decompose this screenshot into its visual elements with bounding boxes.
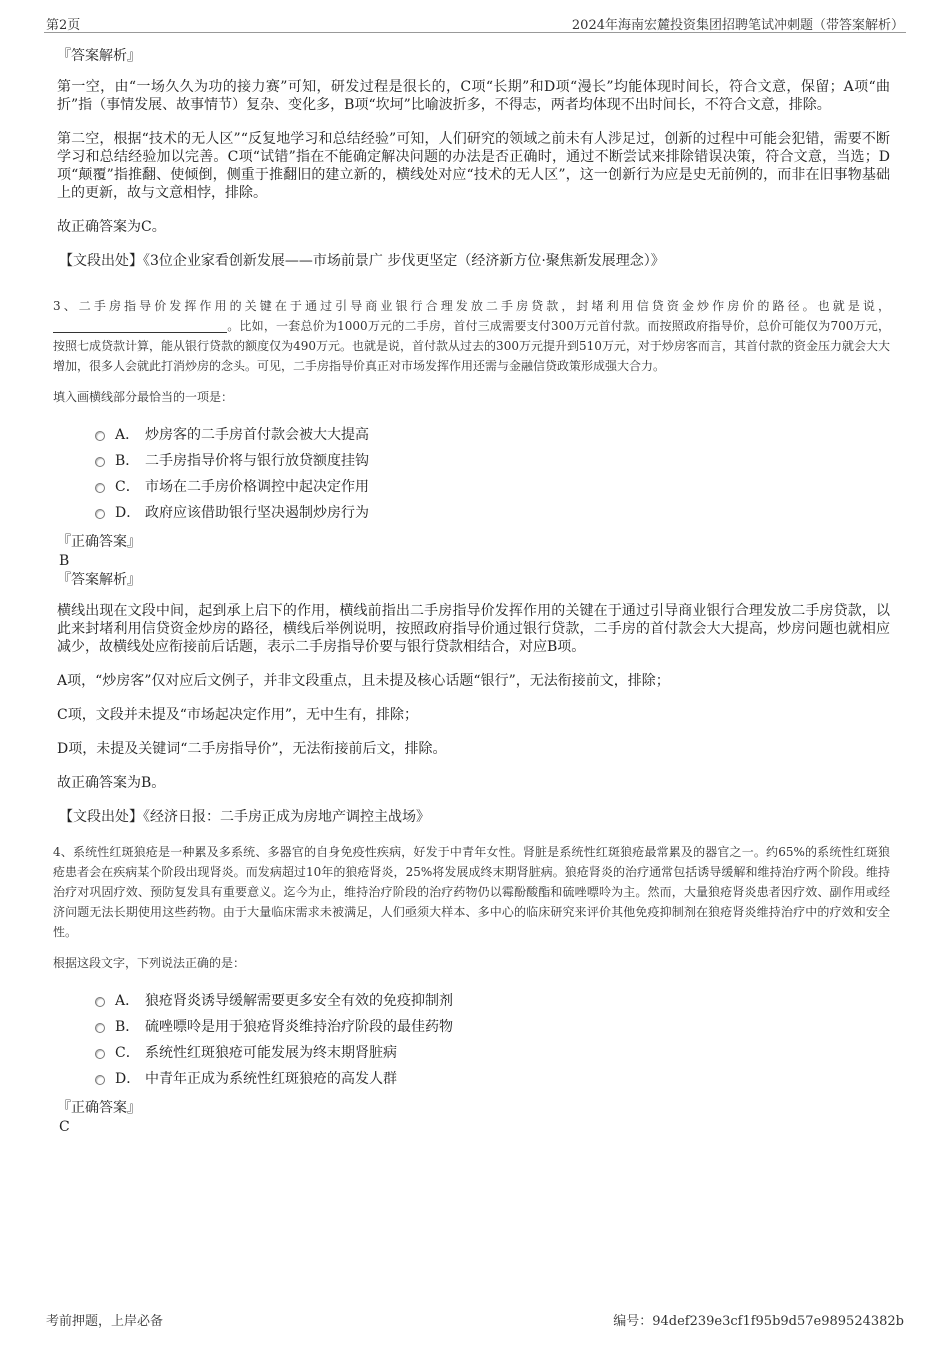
q4-stem: 4、系统性红斑狼疮是一种累及多系统、多器官的自身免疫性疾病，好发于中青年女性。肾脏是系统性红斑狼疮最常累及的器官之一。约65%的系统性红斑狼疮患者会在疾病某个阶段出现肾炎。而发病超过10年的狼疮肾炎，25%将发展成终末期肾脏病。狼疮肾炎的治疗通常包括诱导缓解和维持治疗两个阶段。维持治疗对巩固疗效、预防复发具有重要意义。迄今为止，维持治疗阶段的治疗药物仍以霉酚酸酯和硫唑嘌呤为主。然而，大量狼疮肾炎患者因疗效、副作用或经济问题无法长期使用这些药物。由于大量临床需求未被满足，人们亟须大样本、多中心的临床研究来评价其他免疫抑制剂在狼疮肾炎维持治疗中的疗效和安全性。: [53, 845, 890, 939]
document-id: 编号：94def239e3cf1f95b9d57e989524382b: [613, 1314, 904, 1329]
radio-icon[interactable]: [95, 431, 105, 441]
option-letter: B．: [115, 1019, 140, 1035]
q3-stem-before: 3、二手房指导价发挥作用的关键在于通过引导商业银行合理发放二手房贷款，封堵利用信贷资金炒作房价的路径。也就是说，: [53, 299, 890, 313]
option-letter: A．: [115, 993, 140, 1009]
q3-analysis-c: C项，文段并未提及“市场起决定作用”，无中生有，排除；: [57, 707, 419, 723]
option-letter: D．: [115, 1071, 141, 1087]
q3-stem: [53, 296, 890, 376]
q4-option-d[interactable]: [95, 1066, 890, 1092]
q3-correct-label: 『正确答案』: [57, 534, 141, 550]
q3-option-d[interactable]: [95, 500, 890, 526]
option-letter: C．: [115, 479, 140, 495]
q3-source: 【文段出处】《经济日报：二手房正成为房地产调控主战场》: [59, 809, 430, 825]
q3-blank: [53, 318, 227, 333]
q3-conclusion: 故正确答案为B。: [57, 775, 166, 791]
radio-icon[interactable]: [95, 483, 105, 493]
option-text: 市场在二手房价格调控中起决定作用: [145, 479, 369, 495]
q3-analysis-d: D项，未提及关键词“二手房指导价”，无法衔接前后文，排除。: [57, 741, 447, 757]
q2-analysis-p1: 第一空，由“一场久久为功的接力赛”可知，研发过程是很长的，C项“长期”和D项“漫长”均能体现时间长，符合文意，保留；A项“曲折”指（事情发展、故事情节）复杂、变化多，B项“坎坷”比喻波折多，不得志，两者均体现不出时间长，不符合文意，排除。: [57, 79, 890, 113]
q3-analysis-label: 『答案解析』: [57, 572, 141, 588]
q3-analysis-a: A项，“炒房客”仅对应后文例子，并非文段重点，且未提及核心话题“银行”，无法衔接前文，排除；: [57, 673, 670, 689]
q3-option-a[interactable]: [95, 422, 890, 448]
option-text: 政府应该借助银行坚决遏制炒房行为: [145, 505, 369, 521]
q3-options: [95, 422, 890, 526]
option-text: 中青年正成为系统性红斑狼疮的高发人群: [145, 1071, 397, 1087]
option-text: 狼疮肾炎诱导缓解需要更多安全有效的免疫抑制剂: [145, 993, 453, 1009]
q3-stem-after: 。比如，一套总价为1000万元的二手房，首付三成需要支付300万元首付款。而按照政府指导价，总价可能仅为700万元，按照七成贷款计算，能从银行贷款的额度仅为490万元。也就是说，首付款从过去的300万元提升到510万元，对于炒房客而言，其首付款的资金压力就会大大增加，很多人会就此打消炒房的念头。可见，二手房指导价真正对市场发挥作用还需与金融信贷政策形成强大合力。: [53, 319, 890, 373]
option-text: 硫唑嘌呤是用于狼疮肾炎维持治疗阶段的最佳药物: [145, 1019, 453, 1035]
radio-icon[interactable]: [95, 457, 105, 467]
q4-option-a[interactable]: [95, 988, 890, 1014]
q2-conclusion: 故正确答案为C。: [57, 219, 166, 235]
option-text: 系统性红斑狼疮可能发展为终末期肾脏病: [145, 1045, 397, 1061]
radio-icon[interactable]: [95, 509, 105, 519]
q4-options: [95, 988, 890, 1092]
option-letter: C．: [115, 1045, 140, 1061]
q3-correct-answer: B: [59, 553, 70, 569]
option-text: 二手房指导价将与银行放贷额度挂钩: [145, 453, 369, 469]
footer-slogan: 考前押题，上岸必备: [46, 1314, 164, 1329]
option-letter: A．: [115, 427, 140, 443]
radio-icon[interactable]: [95, 1023, 105, 1033]
radio-icon[interactable]: [95, 997, 105, 1007]
q2-analysis-label: 『答案解析』: [57, 48, 141, 64]
q3-analysis-p1: 横线出现在文段中间，起到承上启下的作用，横线前指出二手房指导价发挥作用的关键在于通过引导商业银行合理发放二手房贷款，以此来封堵利用信贷资金炒房的路径，横线后举例说明，按照政府指导价通过银行贷款，二手房的首付款会大大提高，炒房问题也就相应减少，故横线处应衔接前后话题，表示二手房指导价要与银行贷款相结合，对应B项。: [57, 603, 890, 655]
main-content: [53, 46, 890, 1136]
option-letter: B．: [115, 453, 140, 469]
q2-source: 【文段出处】《3位企业家看创新发展——市场前景广 步伐更坚定（经济新方位·聚焦新发展理念）》: [59, 253, 665, 269]
q4-correct-label: 『正确答案』: [57, 1100, 141, 1116]
option-text: 炒房客的二手房首付款会被大大提高: [145, 427, 369, 443]
q3-option-b[interactable]: [95, 448, 890, 474]
page-number: 第2页: [46, 18, 81, 33]
q3-option-c[interactable]: [95, 474, 890, 500]
q3-prompt: 填入画横线部分最恰当的一项是：: [53, 390, 234, 404]
q2-analysis-p2: 第二空，根据“技术的无人区”“反复地学习和总结经验”可知，人们研究的领域之前未有人涉足过，创新的过程中可能会犯错，需要不断学习和总结经验加以完善。C项“试错”指在不能确定解决问题的办法是否正确时，通过不断尝试来排除错误决策，符合文意，当选；D项“颠覆”指推翻、使倾倒，侧重于推翻旧的建立新的，横线处对应“技术的无人区”，这一创新行为应是史无前例的，而非在旧事物基础上的更新，故与文意相悖，排除。: [57, 131, 890, 201]
q4-option-c[interactable]: [95, 1040, 890, 1066]
q4-correct-answer: C: [59, 1119, 70, 1135]
option-letter: D．: [115, 505, 141, 521]
q4-prompt: 根据这段文字，下列说法正确的是：: [53, 956, 246, 970]
page-header: [44, 12, 906, 33]
q4-option-b[interactable]: [95, 1014, 890, 1040]
document-title: 2024年海南宏麓投资集团招聘笔试冲刺题（带答案解析）: [571, 18, 904, 33]
radio-icon[interactable]: [95, 1049, 105, 1059]
radio-icon[interactable]: [95, 1075, 105, 1085]
